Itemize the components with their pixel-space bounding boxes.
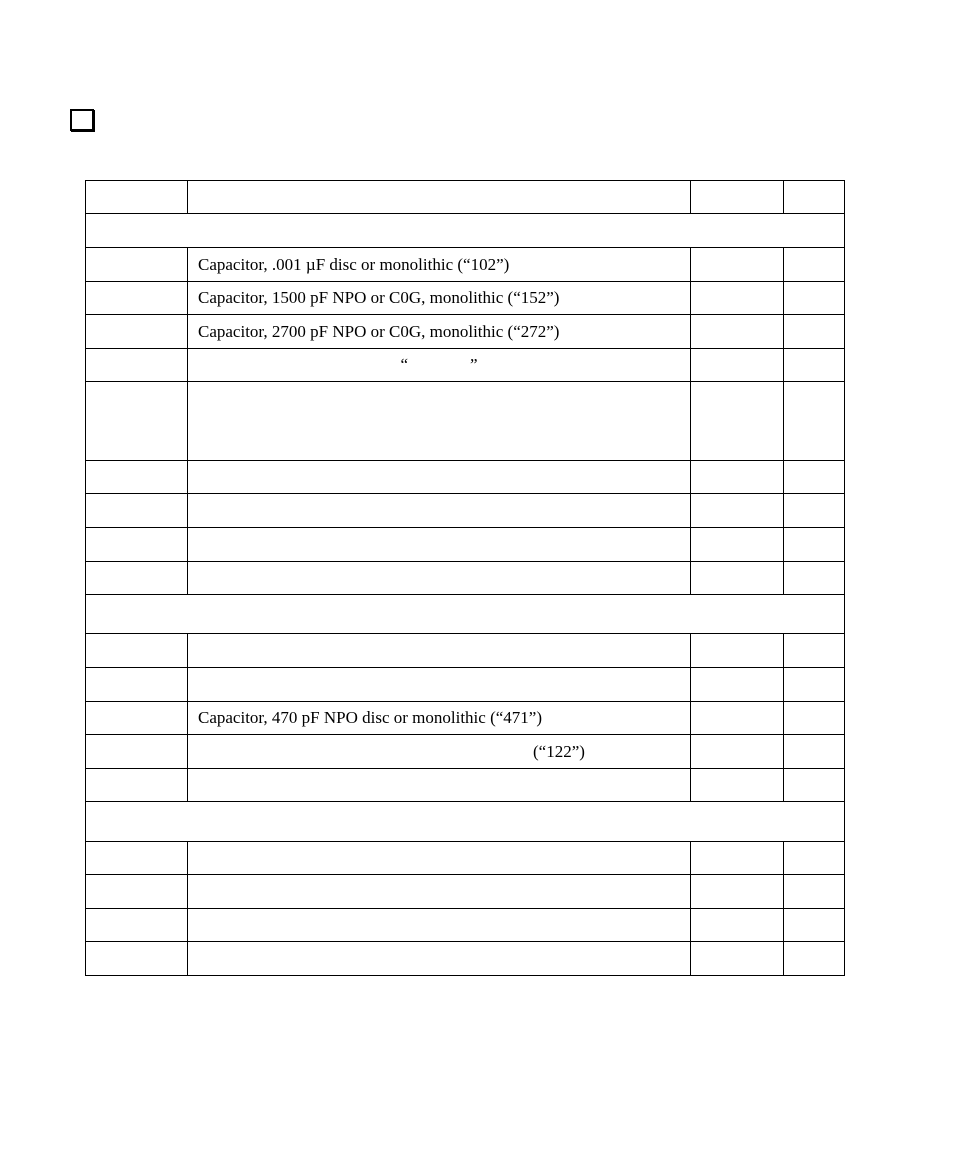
part-description-cell <box>188 735 691 769</box>
part-description-cell <box>188 668 691 702</box>
part-check-cell <box>784 181 845 214</box>
parts-list-body <box>86 181 845 976</box>
table-row <box>86 735 845 769</box>
part-description-cell <box>188 494 691 528</box>
section-heading-cell <box>86 595 845 634</box>
part-check-cell <box>784 494 845 528</box>
part-check-cell <box>784 909 845 942</box>
part-description-cell <box>188 349 691 382</box>
part-value-cell <box>691 942 784 976</box>
part-check-cell <box>784 461 845 494</box>
table-row <box>86 349 845 382</box>
part-check-cell <box>784 282 845 315</box>
part-description-fragment: (“122”) <box>533 741 585 761</box>
part-qty-cell <box>86 875 188 909</box>
part-value-cell <box>691 842 784 875</box>
part-value-cell <box>691 634 784 668</box>
table-row <box>86 461 845 494</box>
part-value-cell <box>691 875 784 909</box>
part-qty-cell <box>86 634 188 668</box>
part-description: Capacitor, 470 pF NPO disc or monolithic (“471”) <box>198 708 542 727</box>
table-row <box>86 562 845 595</box>
part-description-cell <box>188 315 691 349</box>
table-row <box>86 875 845 909</box>
part-description-cell <box>188 528 691 562</box>
part-description-cell <box>188 282 691 315</box>
table-row <box>86 282 845 315</box>
part-value-cell <box>691 349 784 382</box>
part-qty-cell <box>86 181 188 214</box>
part-check-cell <box>784 735 845 769</box>
table-row <box>86 181 845 214</box>
part-check-cell <box>784 842 845 875</box>
part-qty-cell <box>86 769 188 802</box>
part-qty-cell <box>86 461 188 494</box>
part-check-cell <box>784 769 845 802</box>
parts-list-table <box>85 180 845 976</box>
part-qty-cell <box>86 382 188 461</box>
part-description-cell <box>188 875 691 909</box>
table-row <box>86 634 845 668</box>
part-qty-cell <box>86 349 188 382</box>
part-value-cell <box>691 382 784 461</box>
part-check-cell <box>784 382 845 461</box>
part-qty-cell <box>86 528 188 562</box>
table-row <box>86 842 845 875</box>
table-row <box>86 942 845 976</box>
part-value-cell <box>691 668 784 702</box>
part-qty-cell <box>86 735 188 769</box>
table-row <box>86 668 845 702</box>
part-value-cell <box>691 248 784 282</box>
part-description-cell <box>188 562 691 595</box>
section-heading-cell <box>86 214 845 248</box>
section-row <box>86 595 845 634</box>
part-check-cell <box>784 702 845 735</box>
table-row <box>86 769 845 802</box>
close-quote: ” <box>470 355 478 374</box>
part-description-cell <box>188 461 691 494</box>
part-value-cell <box>691 315 784 349</box>
part-qty-cell <box>86 668 188 702</box>
part-value-cell <box>691 528 784 562</box>
part-qty-cell <box>86 942 188 976</box>
part-description: Capacitor, 2700 pF NPO or C0G, monolithic (“272”) <box>198 321 560 341</box>
part-description-cell <box>188 382 691 461</box>
part-description-fragment <box>198 355 680 375</box>
part-qty-cell <box>86 315 188 349</box>
part-value-cell <box>691 702 784 735</box>
part-description: Capacitor, 1500 pF NPO or C0G, monolithic (“152”) <box>198 288 560 307</box>
part-description-cell <box>188 842 691 875</box>
table-row <box>86 494 845 528</box>
part-check-cell <box>784 315 845 349</box>
section-row <box>86 802 845 842</box>
part-check-cell <box>784 875 845 909</box>
part-description-cell <box>188 181 691 214</box>
part-check-cell <box>784 668 845 702</box>
part-qty-cell <box>86 842 188 875</box>
part-value-cell <box>691 181 784 214</box>
part-value-cell <box>691 562 784 595</box>
part-value-cell <box>691 494 784 528</box>
table-row <box>86 382 845 461</box>
part-qty-cell <box>86 248 188 282</box>
part-value-cell <box>691 769 784 802</box>
part-description-cell <box>188 702 691 735</box>
part-value-cell <box>691 282 784 315</box>
table-row <box>86 248 845 282</box>
table-row <box>86 528 845 562</box>
part-qty-cell <box>86 494 188 528</box>
part-qty-cell <box>86 702 188 735</box>
part-value-cell <box>691 909 784 942</box>
table-row <box>86 702 845 735</box>
part-check-cell <box>784 942 845 976</box>
part-check-cell <box>784 562 845 595</box>
part-check-cell <box>784 349 845 382</box>
part-check-cell <box>784 248 845 282</box>
part-description-cell <box>188 909 691 942</box>
part-value-cell <box>691 461 784 494</box>
part-qty-cell <box>86 562 188 595</box>
part-description-cell <box>188 769 691 802</box>
section-row <box>86 214 845 248</box>
open-quote: “ <box>400 355 408 374</box>
part-check-cell <box>784 528 845 562</box>
part-description: Capacitor, .001 µF disc or monolithic (“102”) <box>198 254 510 274</box>
part-description-cell <box>188 942 691 976</box>
checkbox[interactable] <box>70 109 94 131</box>
part-description-cell <box>188 248 691 282</box>
part-qty-cell <box>86 282 188 315</box>
table-row <box>86 315 845 349</box>
part-check-cell <box>784 634 845 668</box>
part-description-cell <box>188 634 691 668</box>
part-value-cell <box>691 735 784 769</box>
table-row <box>86 909 845 942</box>
part-qty-cell <box>86 909 188 942</box>
section-heading-cell <box>86 802 845 842</box>
